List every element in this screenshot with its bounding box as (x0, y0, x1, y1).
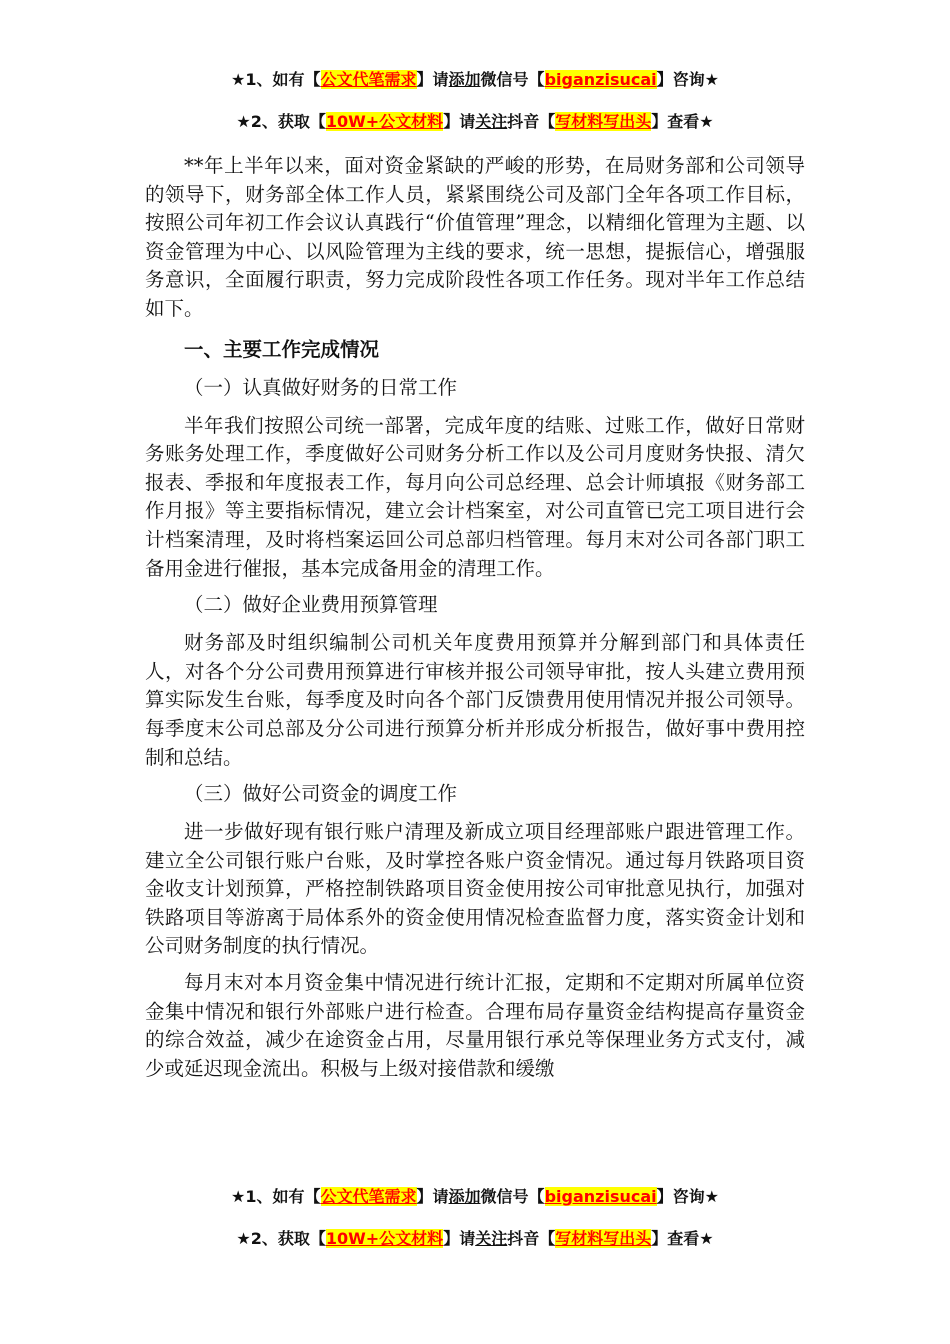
banner-text: 】查看 (651, 112, 700, 131)
subsection-heading: （三）做好公司资金的调度工作 (184, 782, 458, 806)
banner-text: 】咨询 (656, 70, 705, 89)
banner-text: 】查看 (651, 1229, 700, 1248)
star-icon: ★ (704, 1187, 719, 1206)
header-banner-line-1 (0, 69, 950, 91)
banner-text: 】请 (416, 70, 449, 89)
footer-banner-line-2 (0, 1228, 950, 1250)
highlight-materials: 10W+公文材料 (325, 112, 444, 131)
star-icon: ★ (231, 1187, 246, 1206)
banner-text: 】请 (443, 1229, 476, 1248)
intro-paragraph: **年上半年以来，面对资金紧缺的严峻的形势，在局财务部和公司领导的领导下，财务部全体工作人员，紧紧围绕公司及部门全年各项工作目标，按照公司年初工作会议认真践行“价值管理”理念，以精细化管理为主题、以资金管理为中心、以风险管理为主线的要求，统一思想，提振信心，增强服务意识，全面履行职责，努力完成阶段性各项工作任务。现对半年工作总结如下。 (145, 154, 805, 320)
underlined-text: 添加 (448, 1187, 481, 1206)
paragraph: 每月末对本月资金集中情况进行统计汇报，定期和不定期对所属单位资金集中情况和银行外部账户进行检查。合理布局存量资金结构提高存量资金的综合效益，减少在途资金占用，尽量用银行承兑等保理业务方式支付，减少或延迟现金流出。积极与上级对接借款和缓缴 (145, 971, 805, 1080)
star-icon: ★ (236, 1229, 251, 1248)
banner-text: 微信号【 (480, 70, 545, 89)
star-icon: ★ (699, 1229, 714, 1248)
footer-banner-line-1 (0, 1186, 950, 1208)
highlight-douyin-id: 写材料写出头 (555, 112, 652, 131)
banner-text: 1、如有【 (245, 1187, 321, 1206)
highlight-service: 公文代笔需求 (320, 1187, 417, 1206)
star-icon: ★ (699, 112, 714, 131)
banner-text: 抖音【 (507, 112, 556, 131)
banner-text: 】请 (443, 112, 476, 131)
underlined-text: 关注 (475, 1229, 508, 1248)
star-icon: ★ (231, 70, 246, 89)
highlight-materials: 10W+公文材料 (325, 1229, 444, 1248)
header-banner-line-2 (0, 111, 950, 133)
paragraph: 半年我们按照公司统一部署，完成年度的结账、过账工作，做好日常财务账务处理工作，季度做好公司财务分析工作以及公司月度财务快报、清欠报表、季报和年度报表工作，每月向公司总经理、总会计师填报《财务部工作月报》等主要指标情况，建立会计档案室，对公司直管已完工项目进行会计档案清理，及时将档案运回公司总部归档管理。每月末对公司各部门职工备用金进行催报，基本完成备用金的清理工作。 (145, 413, 805, 580)
star-icon: ★ (236, 112, 251, 131)
paragraph: 进一步做好现有银行账户清理及新成立项目经理部账户跟进管理工作。建立全公司银行账户台账，及时掌控各账户资金情况。通过每月铁路项目资金收支计划预算，严格控制铁路项目资金使用按公司审批意见执行，加强对铁路项目等游离于局体系外的资金使用情况检查监督力度，落实资金计划和公司财务制度的执行情况。 (145, 820, 805, 958)
banner-text: 1、如有【 (245, 70, 321, 89)
underlined-text: 关注 (475, 112, 508, 131)
banner-text: 2、获取【 (250, 112, 326, 131)
highlight-douyin-id: 写材料写出头 (555, 1229, 652, 1248)
banner-text: 】请 (416, 1187, 449, 1206)
underlined-text: 添加 (448, 70, 481, 89)
document-body (145, 152, 805, 1091)
banner-text: 】咨询 (656, 1187, 705, 1206)
banner-text: 抖音【 (507, 1229, 556, 1248)
subsection-heading: （二）做好企业费用预算管理 (184, 593, 438, 617)
subsection-heading: （一）认真做好财务的日常工作 (184, 375, 458, 399)
banner-text: 2、获取【 (250, 1229, 326, 1248)
star-icon: ★ (704, 70, 719, 89)
section-heading: 一、主要工作完成情况 (184, 337, 380, 361)
highlight-wechat-id: biganzisucai (544, 70, 657, 89)
highlight-service: 公文代笔需求 (320, 70, 417, 89)
highlight-wechat-id: biganzisucai (544, 1187, 657, 1206)
banner-text: 微信号【 (480, 1187, 545, 1206)
paragraph: 财务部及时组织编制公司机关年度费用预算并分解到部门和具体责任人，对各个分公司费用预算进行审核并报公司领导审批，按人头建立费用预算实际发生台账，每季度及时向各个部门反馈费用使用情况并报公司领导。每季度末公司总部及分公司进行预算分析并形成分析报告，做好事中费用控制和总结。 (145, 631, 805, 769)
